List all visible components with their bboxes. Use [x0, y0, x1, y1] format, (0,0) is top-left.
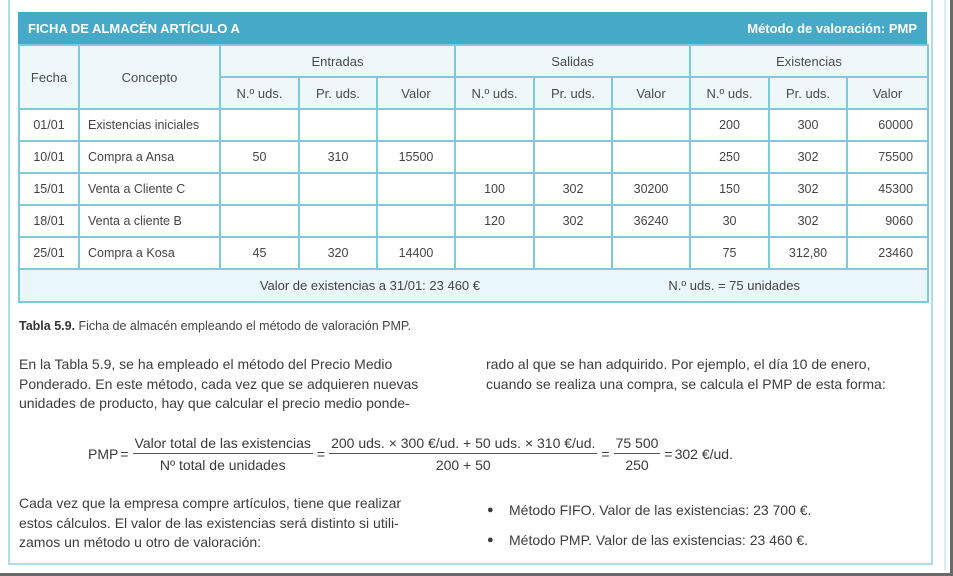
cell-salidas-valor: [612, 237, 690, 269]
table-footer-row: [19, 269, 928, 302]
cell-salidas-precio: [534, 237, 612, 269]
cell-entradas-uds: [220, 205, 299, 237]
formula-fraction-result: [614, 435, 661, 473]
pmp-formula: [88, 430, 733, 478]
cell-existencias-uds: 75: [690, 237, 769, 269]
table-row: [19, 109, 928, 141]
table-title: FICHA DE ALMACÉN ARTÍCULO A: [28, 20, 240, 36]
table-title-bar: [18, 12, 927, 44]
warehouse-card-table: [18, 12, 927, 303]
cell-entradas-valor: 15500: [377, 141, 455, 173]
cell-entradas-uds: 50: [220, 141, 299, 173]
cell-salidas-precio: [534, 109, 612, 141]
fraction-denominator: Nº total de unidades: [159, 457, 286, 473]
cell-existencias-valor: 9060: [847, 205, 928, 237]
cell-existencias-precio: 302: [769, 141, 847, 173]
list-item: [487, 525, 811, 555]
subheader-entradas-precio: Pr. uds.: [299, 77, 377, 109]
header-concepto: Concepto: [79, 45, 220, 109]
cell-existencias-uds: 150: [690, 173, 769, 205]
cell-entradas-precio: 320: [299, 237, 377, 269]
subheader-salidas-uds: N.º uds.: [455, 77, 534, 109]
caption-label: Tabla 5.9.: [19, 319, 76, 333]
cell-salidas-valor: [612, 141, 690, 173]
subheader-existencias-precio: Pr. uds.: [769, 77, 847, 109]
cell-concepto: Existencias iniciales: [79, 109, 220, 141]
header-fecha: Fecha: [19, 45, 79, 109]
cell-existencias-valor: 60000: [847, 109, 928, 141]
text-line: Cada vez que la empresa compre artículos, tiene que realizar: [19, 495, 402, 511]
fraction-numerator: Valor total de las existencias: [133, 435, 313, 454]
cell-entradas-uds: 45: [220, 237, 299, 269]
footer-units: N.º uds. = 75 unidades: [668, 278, 800, 293]
cell-salidas-precio: 302: [534, 173, 612, 205]
subheader-existencias-uds: N.º uds.: [690, 77, 769, 109]
paragraph-2-left: [19, 494, 469, 553]
text-line: En la Tabla 5.9, se ha empleado el método del Precio Medio: [19, 356, 393, 372]
fraction-numerator: 75 500: [614, 435, 661, 454]
cell-existencias-precio: 302: [769, 205, 847, 237]
cell-fecha: 10/01: [19, 141, 79, 173]
text-line: estos cálculos. El valor de las existencias será distinto si utili-: [19, 514, 399, 531]
cell-entradas-precio: 310: [299, 141, 377, 173]
cell-salidas-uds: 120: [455, 205, 534, 237]
cell-salidas-valor: 30200: [612, 173, 690, 205]
cell-existencias-valor: 45300: [847, 173, 928, 205]
cell-existencias-precio: 312,80: [769, 237, 847, 269]
table-row: [19, 141, 928, 173]
cell-existencias-precio: 300: [769, 109, 847, 141]
cell-existencias-uds: 250: [690, 141, 769, 173]
text-line: cuando se realiza una compra, se calcula el PMP de esta forma:: [486, 375, 886, 392]
cell-entradas-uds: [220, 173, 299, 205]
formula-equals: =: [120, 446, 129, 462]
fraction-denominator: 200 + 50: [435, 457, 491, 473]
cell-salidas-precio: [534, 141, 612, 173]
fraction-numerator: 200 uds. × 300 €/ud. + 50 uds. × 310 €/ud.: [329, 435, 597, 454]
caption-text: Ficha de almacén empleando el método de valoración PMP.: [75, 319, 412, 333]
table-row: [19, 173, 928, 205]
table-footer: [19, 269, 928, 302]
subheader-salidas-precio: Pr. uds.: [534, 77, 612, 109]
table-row: [19, 205, 928, 237]
cell-entradas-valor: [377, 109, 455, 141]
cell-fecha: 25/01: [19, 237, 79, 269]
text-line: rado al que se han adquirido. Por ejemplo, el día 10 de enero,: [486, 356, 871, 372]
cell-entradas-precio: [299, 173, 377, 205]
cell-concepto: Compra a Ansa: [79, 141, 220, 173]
cell-concepto: Compra a Kosa: [79, 237, 220, 269]
cell-entradas-uds: [220, 109, 299, 141]
list-item: [487, 495, 811, 525]
cell-entradas-valor: 14400: [377, 237, 455, 269]
cell-fecha: 01/01: [19, 109, 79, 141]
cell-salidas-precio: 302: [534, 205, 612, 237]
cell-salidas-valor: [612, 109, 690, 141]
footer-stock-value: Valor de existencias a 31/01: 23 460 €: [259, 278, 480, 293]
cell-salidas-uds: [455, 237, 534, 269]
cell-entradas-precio: [299, 109, 377, 141]
subheader-entradas-valor: Valor: [377, 77, 455, 109]
stock-card: [18, 44, 929, 303]
fraction-denominator: 250: [625, 457, 649, 473]
cell-entradas-valor: [377, 205, 455, 237]
valuation-results-list: [487, 495, 811, 555]
table-row: [19, 237, 928, 269]
cell-salidas-uds: [455, 109, 534, 141]
cell-entradas-valor: [377, 173, 455, 205]
cell-entradas-precio: [299, 205, 377, 237]
paragraph-1-left: [19, 355, 469, 414]
text-line: unidades de producto, hay que calcular el precio medio ponde-: [19, 395, 410, 411]
formula-equals: =: [601, 446, 610, 462]
formula-result: 302 €/ud.: [674, 446, 733, 462]
table-caption: [19, 319, 411, 333]
subheader-salidas-valor: Valor: [612, 77, 690, 109]
page-edge: [944, 0, 946, 570]
text-line: Ponderado. En este método, cada vez que se adquieren nuevas: [19, 375, 419, 392]
subheader-entradas-uds: N.º uds.: [220, 77, 299, 109]
cell-salidas-uds: [455, 141, 534, 173]
cell-existencias-uds: 200: [690, 109, 769, 141]
cell-fecha: 15/01: [19, 173, 79, 205]
formula-fraction-calculation: [329, 435, 597, 473]
header-salidas: Salidas: [455, 45, 690, 77]
cell-concepto: Venta a cliente B: [79, 205, 220, 237]
header-entradas: Entradas: [220, 45, 455, 77]
valuation-method-label: Método de valoración: PMP: [747, 20, 917, 36]
cell-existencias-valor: 75500: [847, 141, 928, 173]
bullet-icon: ●: [487, 534, 494, 546]
bullet-icon: ●: [487, 504, 494, 516]
subheader-existencias-valor: Valor: [847, 77, 928, 109]
cell-existencias-valor: 23460: [847, 237, 928, 269]
header-existencias: Existencias: [690, 45, 928, 77]
cell-salidas-valor: 36240: [612, 205, 690, 237]
cell-concepto: Venta a Cliente C: [79, 173, 220, 205]
paragraph-1-right: [486, 355, 931, 394]
cell-salidas-uds: 100: [455, 173, 534, 205]
text-line: zamos un método u otro de valoración:: [19, 534, 262, 550]
cell-existencias-precio: 302: [769, 173, 847, 205]
formula-lhs: PMP: [88, 446, 119, 462]
formula-fraction-definition: [133, 435, 313, 473]
formula-equals: =: [664, 446, 673, 462]
formula-equals: =: [316, 446, 326, 462]
cell-fecha: 18/01: [19, 205, 79, 237]
cell-existencias-uds: 30: [690, 205, 769, 237]
group-header-row: [19, 45, 928, 77]
list-item-text: Método FIFO. Valor de las existencias: 23 700 €.: [509, 502, 812, 518]
list-item-text: Método PMP. Valor de las existencias: 23 460 €.: [509, 532, 809, 548]
